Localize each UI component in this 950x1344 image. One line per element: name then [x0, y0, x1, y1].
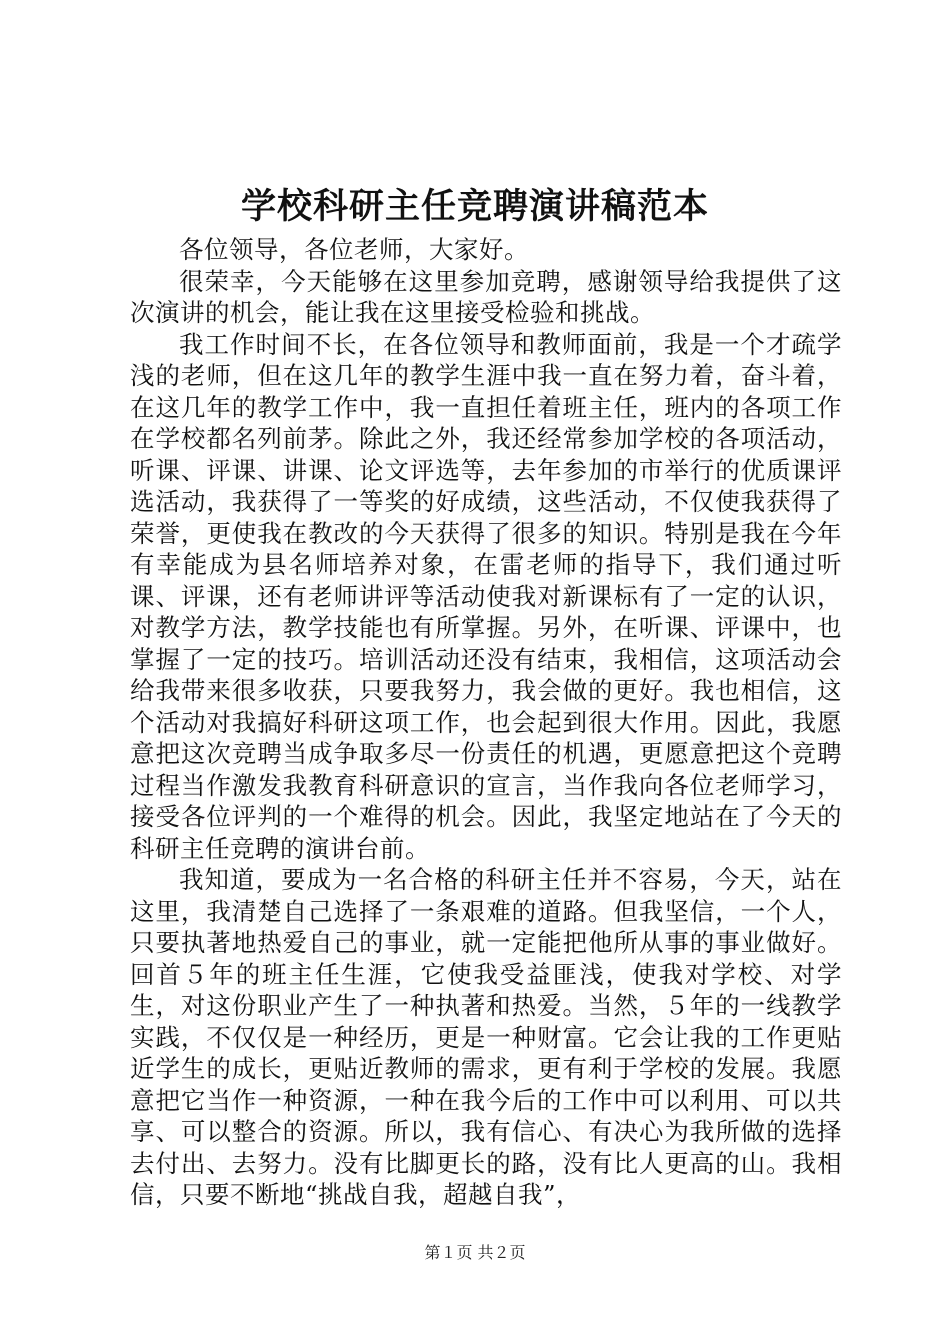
document-body [130, 234, 842, 1211]
paragraph-experience: 我工作时间不长，在各位领导和教师面前，我是一个才疏学浅的老师，但在这几年的教学生涯中我一直在努力着，奋斗着，在这几年的教学工作中，我一直担任着班主任，班内的各项工作在学校都名列前茅。除此之外，我还经常参加学校的各项活动，听课、评课、讲课、论文评选等，去年参加的市举行的优质课评选活动，我获得了一等奖的好成绩，这些活动，不仅使我获得了荣誉，更使我在教改的今天获得了很多的知识。特别是我在今年有幸能成为县名师培养对象，在雷老师的指导下，我们通过听课、评课，还有老师讲评等活动使我对新课标有了一定的认识，对教学方法，教学技能也有所掌握。另外，在听课、评课中，也掌握了一定的技巧。培训活动还没有结束，我相信，这项活动会给我带来很多收获，只要我努力，我会做的更好。我也相信，这个活动对我搞好科研这项工作，也会起到很大作用。因此，我愿意把这次竞聘当成争取多尽一份责任的机遇，更愿意把这个竞聘过程当作激发我教育科研意识的宣言，当作我向各位老师学习，接受各位评判的一个难得的机会。因此，我坚定地站在了今天的科研主任竞聘的演讲台前。 [130, 329, 842, 863]
document-title: 学校科研主任竞聘演讲稿范本 [240, 186, 709, 227]
paragraph-commitment: 我知道，要成为一名合格的科研主任并不容易，今天，站在这里，我清楚自己选择了一条艰难的道路。但我坚信，一个人，只要执著地热爱自己的事业，就一定能把他所从事的事业做好。回首５年的班主任生涯，它使我受益匪浅，使我对学校、对学生，对这份职业产生了一种执著和热爱。当然，５年的一线教学实践，不仅仅是一种经历，更是一种财富。它会让我的工作更贴近学生的成长，更贴近教师的需求，更有利于学校的发展。我愿意把它当作一种资源，一种在我今后的工作中可以利用、可以共享、可以整合的资源。所以，我有信心、有决心为我所做的选择去付出、去努力。没有比脚更长的路，没有比人更高的山。我相信，只要不断地“挑战自我，超越自我”， [130, 865, 842, 1209]
paragraph-thanks: 很荣幸，今天能够在这里参加竞聘，感谢领导给我提供了这次演讲的机会，能让我在这里接受检验和挑战。 [130, 266, 842, 327]
page-footer: 第１页 共２页 [424, 1243, 526, 1262]
paragraph-greeting: 各位领导，各位老师，大家好。 [179, 235, 529, 264]
